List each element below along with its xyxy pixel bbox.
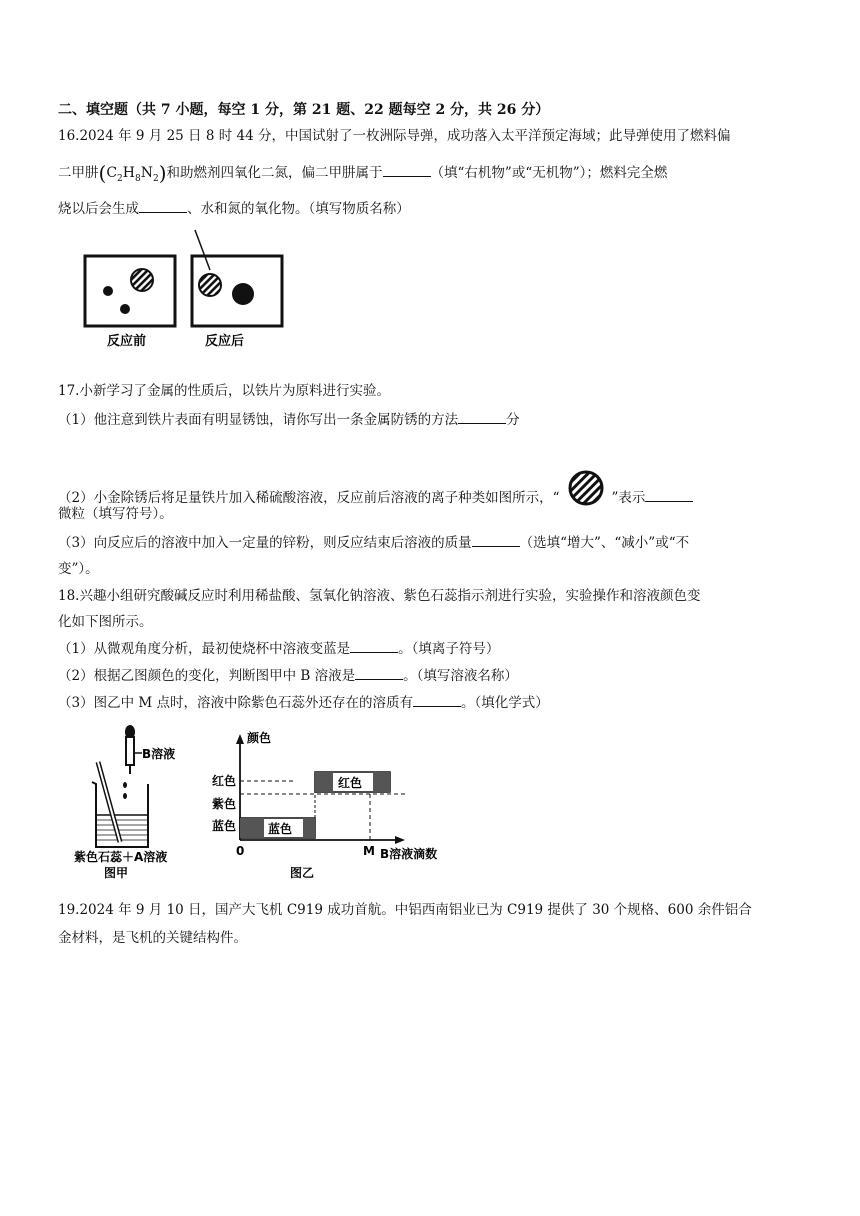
chemical-formula: $(C_2H_8N_2)$ xyxy=(98,161,167,185)
q18-p1-text: （1）从微观角度分析，最初使烧杯中溶液变蓝是 xyxy=(58,641,351,657)
q18-intro-1: 18.兴趣小组研究酸碱反应时利用稀盐酸、氢氧化钠溶液、紫色石蕊指示剂进行实验，实验操作和溶液颜色变 xyxy=(58,588,701,604)
q16-text-e: 、水和氮的氧化物。（填写物质名称） xyxy=(187,201,410,217)
dropper-label: B溶液 xyxy=(142,747,176,761)
q16-text-a: 二甲肼 xyxy=(58,165,99,181)
answer-blank[interactable] xyxy=(350,638,398,653)
particle-dot xyxy=(120,304,130,314)
q17-p2-mid: ”表示 xyxy=(611,490,646,506)
q18-p2-tail: 。（填写溶液名称） xyxy=(403,668,518,684)
dropper-tube xyxy=(126,737,134,765)
origin-label: 0 xyxy=(236,844,245,858)
q16-text-c: （填“右机物”或“无机物”）；燃料完全燃 xyxy=(430,165,668,181)
hatched-particle-icon xyxy=(564,470,608,510)
q18-p2-text: （2）根据乙图颜色的变化，判断图甲中 B 溶液是 xyxy=(58,668,356,684)
q19-line-1: 19.2024 年 9 月 10 日，国产大飞机 C919 成功首航。中铝西南铝业已为 C919 提供了 30 个规格、600 余件铝合 xyxy=(58,902,752,918)
red-segment-shade xyxy=(315,772,333,792)
answer-blank[interactable] xyxy=(355,665,403,680)
beaker-label: 紫色石蕊＋A溶液 xyxy=(74,850,168,864)
q18-p3-tail: 。（填化学式） xyxy=(461,695,549,711)
q18-part-2 xyxy=(58,665,518,686)
section-heading: 二、填空题（共 7 小题，每空 1 分，第 21 题、22 题每空 2 分，共 26 分） xyxy=(58,102,550,118)
q16-line-3 xyxy=(58,198,410,219)
q18-part-3 xyxy=(58,692,549,713)
q18-intro-2: 化如下图所示。 xyxy=(58,614,153,630)
q18-part-1 xyxy=(58,638,499,659)
pointer-line xyxy=(195,230,210,270)
q17-intro: 17.小新学习了金属的性质后，以铁片为原料进行实验。 xyxy=(58,383,390,399)
q17-part-1 xyxy=(58,409,520,430)
box-red-label: 红色 xyxy=(338,776,363,790)
figure-yi-caption: 图乙 xyxy=(290,866,315,880)
box-blue-label: 蓝色 xyxy=(268,822,293,836)
answer-blank[interactable] xyxy=(645,487,693,502)
figure-yi xyxy=(205,722,455,887)
y-label-blue: 蓝色 xyxy=(212,819,237,833)
x-axis-arrow xyxy=(395,836,405,844)
y-axis-title: 颜色 xyxy=(247,731,272,745)
m-label: M xyxy=(363,844,375,858)
particle-dot xyxy=(103,286,113,296)
drop xyxy=(123,782,127,788)
drop xyxy=(123,793,127,799)
answer-blank[interactable] xyxy=(413,692,461,707)
q16-text-d: 烧以后会生成 xyxy=(58,201,139,217)
y-label-red: 红色 xyxy=(212,774,237,788)
q18-p1-tail: 。（填离子符号） xyxy=(398,641,500,657)
before-label: 反应前 xyxy=(107,334,147,349)
hatched-particle-icon xyxy=(131,269,153,291)
answer-blank[interactable] xyxy=(139,198,187,213)
y-axis-arrow xyxy=(236,734,244,744)
x-axis-title: B溶液滴数 xyxy=(380,847,438,861)
figure-jia-caption: 图甲 xyxy=(104,866,129,880)
q17-part-3-cont: 变”）。 xyxy=(58,561,99,577)
q19-line-2: 金材料，是飞机的关键结构件。 xyxy=(58,930,247,946)
q17-part-3 xyxy=(58,532,689,553)
answer-blank[interactable] xyxy=(472,532,520,547)
q17-p1-text: （1）他注意到铁片表面有明显锈蚀，请你写出一条金属防锈的方法 xyxy=(58,412,459,428)
q16-line-1: 16.2024 年 9 月 25 日 8 时 44 分，中国试射了一枚洲际导弹，成功落入太平洋预定海域；此导弹使用了燃料偏 xyxy=(58,128,731,144)
answer-blank[interactable] xyxy=(383,162,431,177)
hatched-particle-icon xyxy=(199,274,221,296)
q18-p3-text: （3）图乙中 M 点时，溶液中除紫色石蕊外还存在的溶质有 xyxy=(58,695,413,711)
q17-p2-text: （2）小金除锈后将足量铁片加入稀硫酸溶液，反应前后溶液的离子种类如图所示，“ xyxy=(58,490,560,506)
q17-p1-tail: 分 xyxy=(506,412,520,428)
q16-text-b: 和助燃剂四氧化二氮，偏二甲肼属于 xyxy=(166,165,383,181)
q16-line-2 xyxy=(58,162,667,189)
after-label: 反应后 xyxy=(205,334,245,349)
q17-part-2-cont: 微粒（填写符号）。 xyxy=(58,506,173,522)
blue-segment-shade xyxy=(240,818,264,838)
reaction-figure xyxy=(75,228,295,353)
q17-p3-tail: （选填“增大”、“减小”或“不 xyxy=(519,535,690,551)
before-box xyxy=(85,256,175,326)
q17-p3-text: （3）向反应后的溶液中加入一定量的锌粉，则反应结束后溶液的质量 xyxy=(58,535,472,551)
large-dark-particle xyxy=(232,283,254,305)
answer-blank[interactable] xyxy=(458,409,506,424)
y-label-purple: 紫色 xyxy=(212,797,237,811)
figure-jia xyxy=(70,722,210,887)
